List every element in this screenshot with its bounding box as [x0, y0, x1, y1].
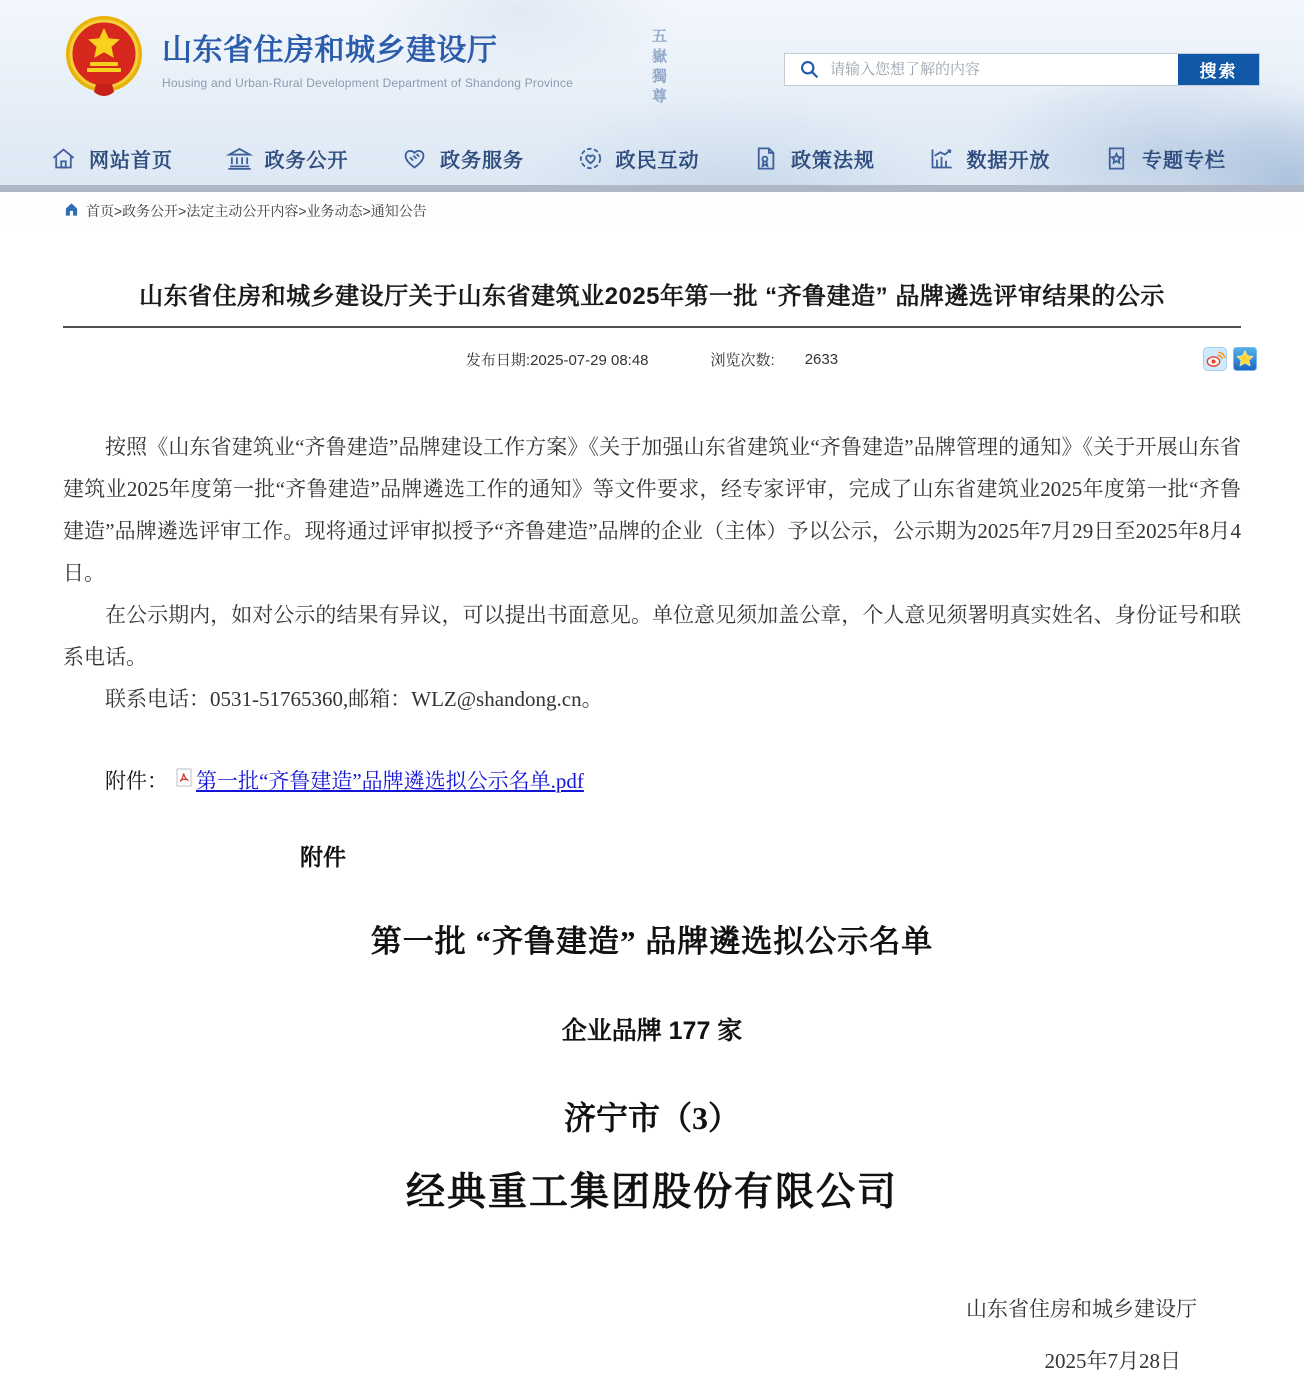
preview-brand-count: 企业品牌 177 家: [561, 1017, 743, 1045]
attachment-label: 附件：: [105, 769, 168, 793]
preview-label: 附件: [300, 844, 346, 870]
paragraph: 按照《山东省建筑业“齐鲁建造”品牌建设工作方案》《关于加强山东省建筑业“齐鲁建造”品牌管理的通知》《关于开展山东省建筑业2025年度第一批“齐鲁建造”品牌遴选工作的通知》等文件要求，经专家评审，完成了山东省建筑业2025年度第一批“齐鲁建造”品牌遴选评审工作。现将通过评审拟授予“齐鲁建造”品牌的企业（主体）予以公示，公示期为2025年7月29日至2025年8月4日。: [63, 435, 1241, 585]
pdf-file-icon: [176, 768, 192, 793]
article-meta: [63, 349, 1241, 370]
star-document-icon: [1103, 145, 1130, 172]
breadcrumb-home-icon: [64, 202, 79, 220]
signature-block: [63, 1293, 1241, 1375]
paragraph-contact: 联系电话：0531-51765360,邮箱：WLZ@shandong.cn。: [105, 687, 603, 711]
national-emblem-logo: [64, 14, 144, 98]
preview-company-name: 经典重工集团股份有限公司: [405, 1171, 898, 1214]
nav-item-label: 政民互动: [615, 149, 700, 172]
nav-item-policies[interactable]: [752, 144, 875, 173]
nav-item-label: 网站首页: [89, 149, 173, 172]
attachment-row: [63, 765, 1241, 795]
nav-item-interaction[interactable]: [577, 144, 700, 173]
breadcrumb: [0, 192, 1304, 230]
decor-mountain-text: 五嶽獨尊: [650, 28, 666, 108]
nav-item-label: 政策法规: [791, 149, 875, 172]
nav-item-gov-services[interactable]: [401, 144, 524, 173]
publish-date: 发布日期:2025-07-29 08:48: [465, 352, 649, 369]
nav-item-label: 政务服务: [440, 149, 524, 172]
main-navigation: [0, 131, 1304, 185]
data-chart-icon: [928, 145, 955, 172]
org-titles: [162, 34, 573, 90]
article-body: [63, 426, 1241, 720]
search-box: [784, 53, 1260, 86]
signature-org: 山东省住房和城乡建设厅: [966, 1297, 1197, 1321]
views-count: 2633: [804, 351, 839, 368]
nav-item-gov-info[interactable]: [226, 144, 349, 173]
preview-title: 第一批 “齐鲁建造” 品牌遴选拟公示名单: [370, 924, 934, 959]
nav-item-special-topics[interactable]: [1103, 144, 1226, 173]
interaction-heart-icon: [577, 145, 604, 172]
breadcrumb-text[interactable]: 首页>政务公开>法定主动公开内容>业务动态>通知公告: [86, 203, 427, 219]
bank-icon: [226, 145, 253, 172]
preview-city-heading: 济宁市（3）: [563, 1100, 740, 1136]
signature-date: 2025年7月28日: [1044, 1349, 1181, 1373]
search-button[interactable]: 搜索: [1178, 54, 1259, 85]
nav-item-label: 专题专栏: [1142, 149, 1226, 172]
qzone-share-icon[interactable]: [1233, 347, 1257, 375]
weibo-share-icon[interactable]: [1203, 347, 1227, 375]
org-name-cn: 山东省住房和城乡建设厅: [162, 34, 498, 67]
nav-item-label: 政务公开: [264, 149, 349, 172]
attachment-preview: [63, 839, 1241, 1375]
home-icon: [50, 145, 77, 172]
search-icon: [785, 54, 830, 85]
handshake-heart-icon: [401, 145, 428, 172]
org-name-en: Housing and Urban-Rural Development Department of Shandong Province: [162, 76, 573, 90]
header-divider-strip: [0, 185, 1304, 192]
article-content: [0, 276, 1304, 1375]
views-label: 浏览次数:: [710, 352, 775, 369]
nav-item-home[interactable]: [50, 144, 173, 173]
search-input[interactable]: [830, 54, 1178, 85]
title-divider: [63, 326, 1241, 328]
policy-document-icon: [752, 145, 779, 172]
nav-item-open-data[interactable]: [928, 144, 1051, 173]
nav-item-label: 数据开放: [966, 149, 1051, 172]
article-title: 山东省住房和城乡建设厅关于山东省建筑业2025年第一批 “齐鲁建造” 品牌遴选评审结果的公示: [139, 283, 1165, 310]
share-icons: [1203, 347, 1257, 375]
site-header: [0, 0, 1304, 192]
paragraph: 在公示期内，如对公示的结果有异议，可以提出书面意见。单位意见须加盖公章，个人意见须署明真实姓名、身份证号和联系电话。: [63, 603, 1241, 669]
attachment-pdf-link[interactable]: 第一批“齐鲁建造”品牌遴选拟公示名单.pdf: [196, 769, 584, 793]
